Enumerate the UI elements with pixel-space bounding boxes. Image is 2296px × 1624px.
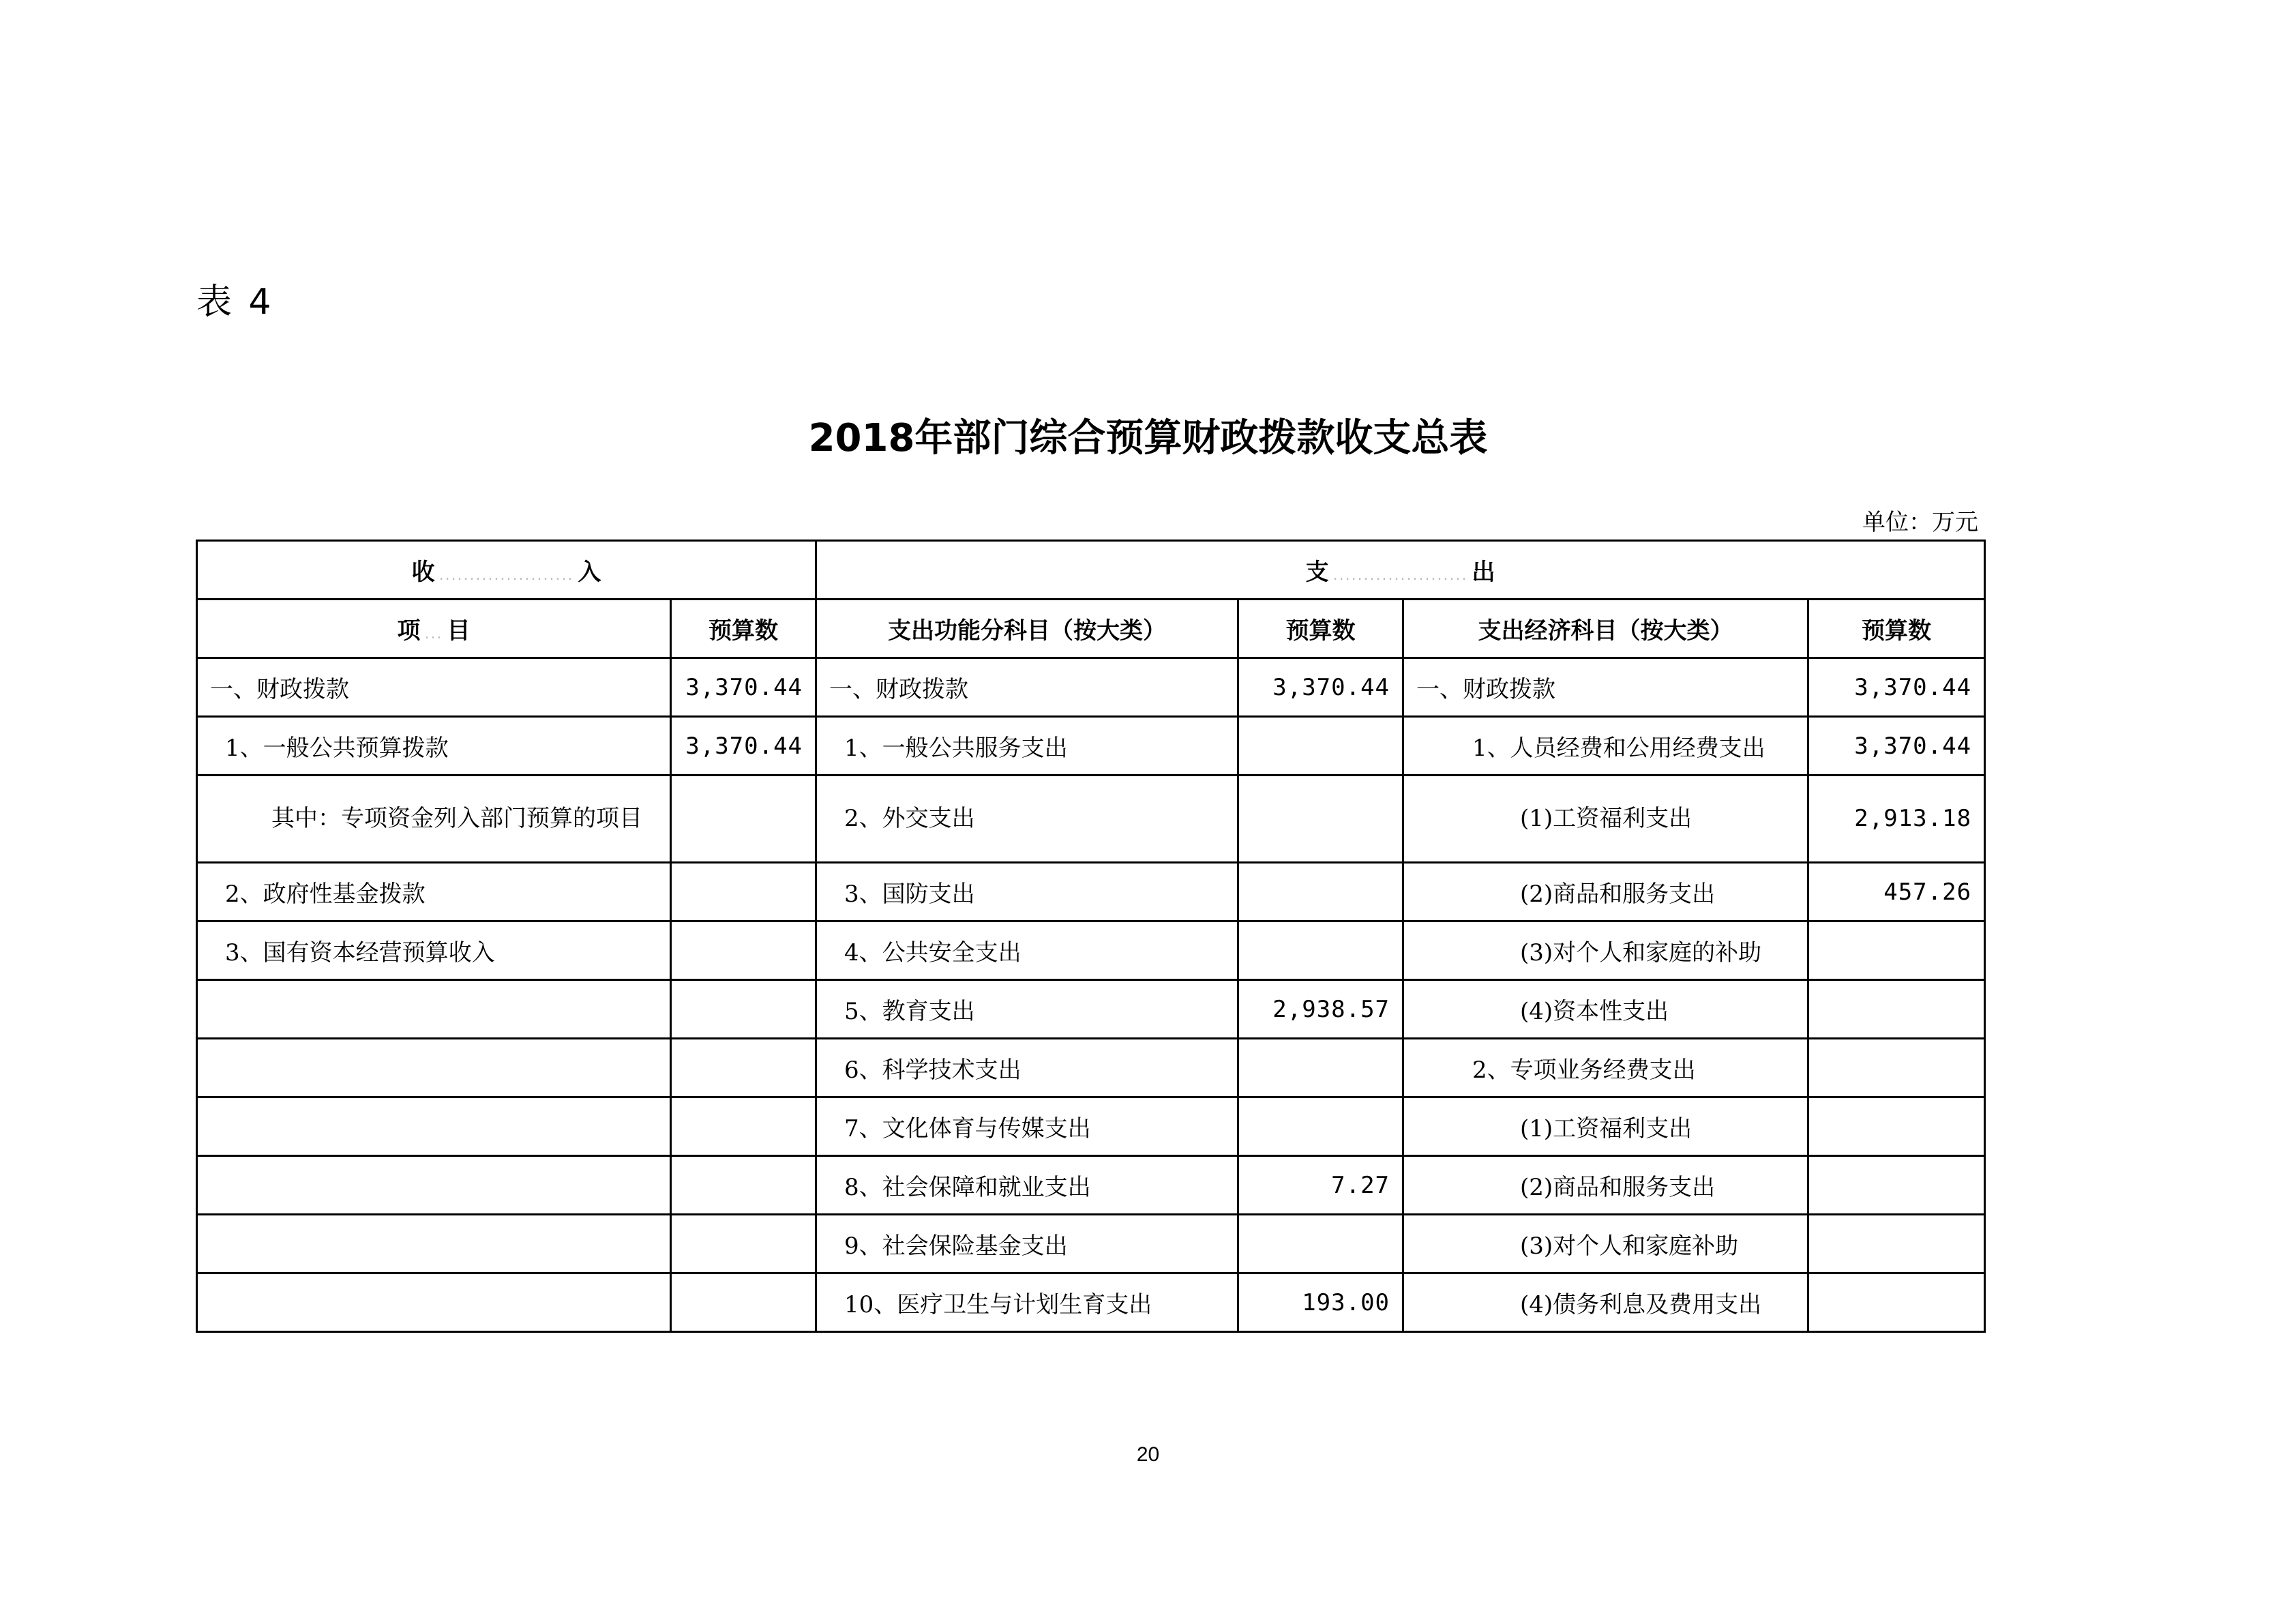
income-value: [671, 921, 816, 980]
item-label-right: 目: [447, 617, 471, 645]
table-row: [197, 658, 1985, 717]
table-row: [197, 776, 1985, 863]
functional-item: 4、公共安全支出: [816, 921, 1238, 980]
economic-value: [1808, 1039, 1985, 1097]
income-value: [671, 1097, 816, 1156]
economic-item: (1)工资福利支出: [1403, 1097, 1808, 1156]
budget-column-header: 预算数: [1808, 600, 1985, 658]
income-item: 2、政府性基金拨款: [197, 863, 671, 921]
income-item: [197, 1097, 671, 1156]
expense-group-header: [816, 541, 1985, 600]
income-item: 3、国有资本经营预算收入: [197, 921, 671, 980]
functional-item: 一、财政拨款: [816, 658, 1238, 717]
economic-column-header: 支出经济科目（按大类）: [1403, 600, 1808, 658]
functional-value: [1238, 921, 1403, 980]
income-item: [197, 980, 671, 1039]
leader-dots: ......................: [438, 567, 574, 584]
functional-item: 6、科学技术支出: [816, 1039, 1238, 1097]
functional-value: [1238, 1097, 1403, 1156]
leader-dots: ......................: [1332, 567, 1468, 584]
functional-value: [1238, 776, 1403, 863]
income-value: [671, 1039, 816, 1097]
income-value: [671, 863, 816, 921]
functional-value: [1238, 717, 1403, 776]
economic-item: (4)债务利息及费用支出: [1403, 1273, 1808, 1332]
functional-item: 10、医疗卫生与计划生育支出: [816, 1273, 1238, 1332]
budget-column-header: 预算数: [1238, 600, 1403, 658]
table-row: [197, 980, 1985, 1039]
table-row: [197, 1039, 1985, 1097]
income-group-header: [197, 541, 816, 600]
economic-value: 457.26: [1808, 863, 1985, 921]
income-value: 3,370.44: [671, 658, 816, 717]
functional-column-header: 支出功能分科目（按大类）: [816, 600, 1238, 658]
income-item: 一、财政拨款: [197, 658, 671, 717]
functional-value: [1238, 1039, 1403, 1097]
economic-value: 3,370.44: [1808, 717, 1985, 776]
budget-column-header: 预算数: [671, 600, 816, 658]
expense-label-right: 出: [1472, 559, 1495, 586]
economic-item: (3)对个人和家庭补助: [1403, 1215, 1808, 1273]
income-item: [197, 1215, 671, 1273]
functional-item: 1、一般公共服务支出: [816, 717, 1238, 776]
functional-item: 8、社会保障和就业支出: [816, 1156, 1238, 1215]
unit-label: 单位：万元: [1862, 509, 1978, 536]
income-item: [197, 1039, 671, 1097]
functional-item: 3、国防支出: [816, 863, 1238, 921]
table-row: [197, 863, 1985, 921]
income-item: [197, 1273, 671, 1332]
income-value: 3,370.44: [671, 717, 816, 776]
economic-value: 2,913.18: [1808, 776, 1985, 863]
expense-label-left: 支: [1305, 559, 1329, 586]
functional-item: 2、外交支出: [816, 776, 1238, 863]
economic-item: 一、财政拨款: [1403, 658, 1808, 717]
economic-item: (2)商品和服务支出: [1403, 1156, 1808, 1215]
income-value: [671, 776, 816, 863]
income-label-right: 入: [578, 559, 601, 586]
functional-value: 193.00: [1238, 1273, 1403, 1332]
functional-item: 7、文化体育与传媒支出: [816, 1097, 1238, 1156]
table-label: 表 4: [196, 282, 274, 323]
income-value: [671, 1156, 816, 1215]
budget-table: [196, 540, 1986, 1333]
income-item: 其中：专项资金列入部门预算的项目: [197, 776, 671, 863]
functional-value: [1238, 863, 1403, 921]
functional-value: 3,370.44: [1238, 658, 1403, 717]
table-row: [197, 921, 1985, 980]
item-column-header: [197, 600, 671, 658]
economic-value: [1808, 1215, 1985, 1273]
table-row: [197, 1097, 1985, 1156]
income-label-left: 收: [411, 559, 435, 586]
income-value: [671, 980, 816, 1039]
economic-value: [1808, 980, 1985, 1039]
economic-value: 3,370.44: [1808, 658, 1985, 717]
economic-value: [1808, 921, 1985, 980]
income-value: [671, 1215, 816, 1273]
economic-item: 1、人员经费和公用经费支出: [1403, 717, 1808, 776]
header-group-row: [197, 541, 1985, 600]
functional-value: [1238, 1215, 1403, 1273]
economic-value: [1808, 1273, 1985, 1332]
functional-item: 5、教育支出: [816, 980, 1238, 1039]
functional-value: 7.27: [1238, 1156, 1403, 1215]
table-row: [197, 717, 1985, 776]
economic-value: [1808, 1156, 1985, 1215]
functional-item: 9、社会保险基金支出: [816, 1215, 1238, 1273]
economic-item: (1)工资福利支出: [1403, 776, 1808, 863]
leader-dots: ...: [424, 625, 443, 643]
functional-value: 2,938.57: [1238, 980, 1403, 1039]
economic-item: (3)对个人和家庭的补助: [1403, 921, 1808, 980]
item-label-left: 项: [397, 617, 421, 645]
table-row: [197, 1273, 1985, 1332]
page-title: 2018年部门综合预算财政拨款收支总表: [808, 416, 1488, 460]
column-header-row: [197, 600, 1985, 658]
income-item: [197, 1156, 671, 1215]
income-item: 1、一般公共预算拨款: [197, 717, 671, 776]
economic-item: (4)资本性支出: [1403, 980, 1808, 1039]
economic-item: (2)商品和服务支出: [1403, 863, 1808, 921]
income-value: [671, 1273, 816, 1332]
page-number: 20: [1136, 1443, 1160, 1466]
table-row: [197, 1215, 1985, 1273]
table-row: [197, 1156, 1985, 1215]
economic-item: 2、专项业务经费支出: [1403, 1039, 1808, 1097]
economic-value: [1808, 1097, 1985, 1156]
